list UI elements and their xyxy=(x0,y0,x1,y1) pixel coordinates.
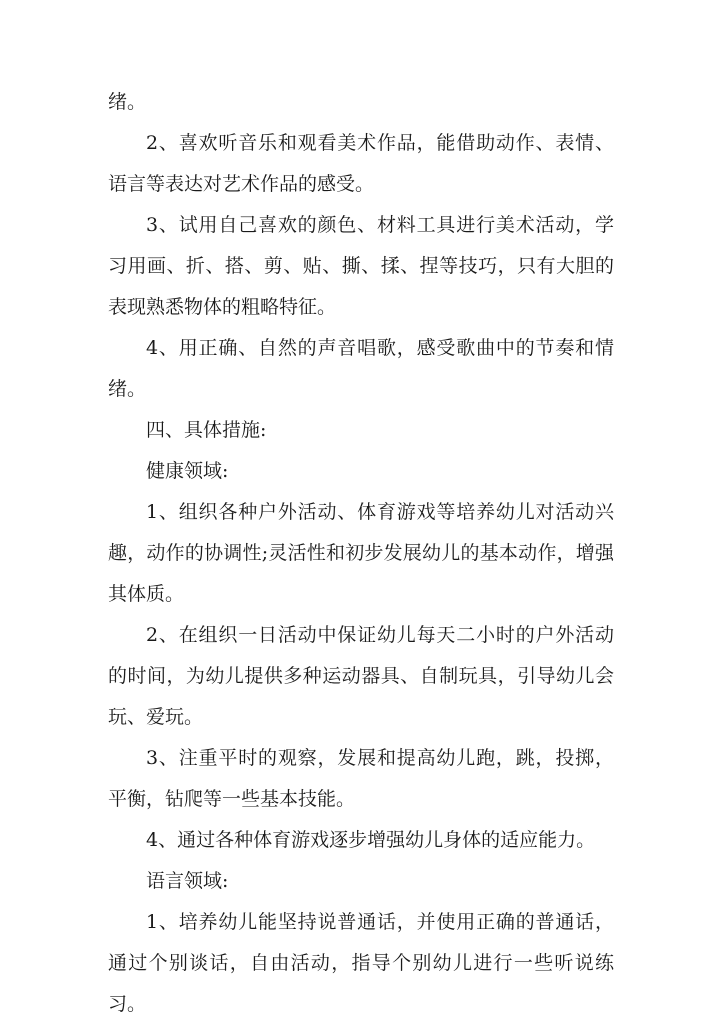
section-heading-measures: 四、具体措施: xyxy=(146,419,267,441)
document-body xyxy=(108,82,614,1025)
paragraph-health-item-1: 1、组织各种户外活动、体育游戏等培养幼儿对活动兴趣，动作的协调性;灵活性和初步发展幼儿的基本动作，增强其体质。 xyxy=(108,501,614,605)
paragraph-language-item-1: 1、培养幼儿能坚持说普通话，并使用正确的普通话，通过个别谈话，自由活动，指导个别幼儿进行一些听说练习。 xyxy=(108,911,614,1015)
paragraph-health-item-2: 2、在组织一日活动中保证幼儿每天二小时的户外活动的时间，为幼儿提供多种运动器具、自制玩具，引导幼儿会玩、爱玩。 xyxy=(108,624,614,728)
subheading-health: 健康领域: xyxy=(146,460,229,482)
subheading-language: 语言领域: xyxy=(146,870,229,892)
paragraph-art-item-4: 4、用正确、自然的声音唱歌，感受歌曲中的节奏和情绪。 xyxy=(108,337,614,400)
paragraph-health-item-3: 3、注重平时的观察，发展和提高幼儿跑，跳，投掷，平衡，钻爬等一些基本技能。 xyxy=(108,747,614,810)
paragraph-continuation: 绪。 xyxy=(108,91,147,113)
paragraph-art-item-2: 2、喜欢听音乐和观看美术作品，能借助动作、表情、语言等表达对艺术作品的感受。 xyxy=(108,132,614,195)
paragraph-health-item-4: 4、通过各种体育游戏逐步增强幼儿身体的适应能力。 xyxy=(146,829,596,851)
paragraph-art-item-3: 3、试用自己喜欢的颜色、材料工具进行美术活动，学习用画、折、搭、剪、贴、撕、揉、捏等技巧，只有大胆的表现熟悉物体的粗略特征。 xyxy=(108,214,614,318)
